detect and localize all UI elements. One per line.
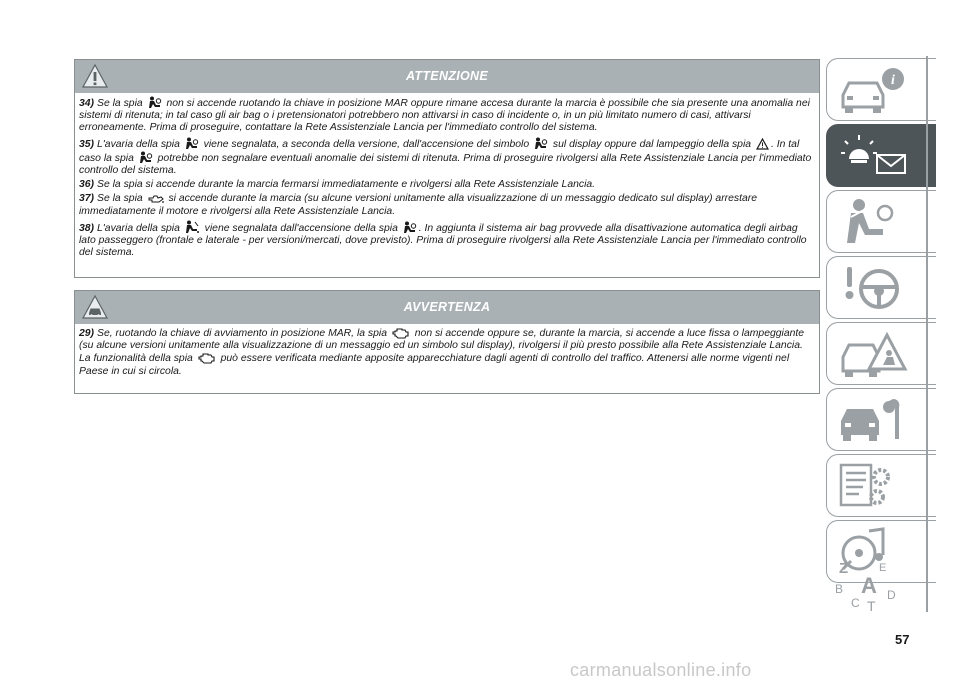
svg-text:T: T (867, 598, 876, 611)
seat-safety-icon (833, 195, 929, 249)
tab-technical-data[interactable] (826, 454, 936, 517)
watermark: carmanualsonline.info (570, 660, 752, 680)
technical-data-icon (833, 459, 929, 513)
note-35: 35) L'avaria della spia viene segnalata, a seconda della versione, dall'accensione del simbolo sul display oppure dal lampeggio della spia . In tal caso la spia potrebbe non segnalare eventuali anomalie dei sistemi di ritenuta. Prima di proseguire rivolgersi alla Rete Assistenziale Lancia per l'immediato controllo del sistema. (79, 138, 812, 177)
svg-text:C: C (851, 596, 860, 610)
page-number: 57 (895, 632, 910, 647)
caution-title: AVVERTENZA (403, 300, 491, 314)
svg-text:i: i (891, 73, 895, 88)
svg-text:Z: Z (839, 560, 849, 577)
note-29: 29) Se, ruotando la chiave di avviamento in posizione MAR, la spia non si accende oppure se, durante la marcia, si accende a luce fissa o lampeggiante (su alcune versioni unitamente alla visualizzazione di un messaggio ed un simbolo sul display), rivolgersi il più presto possibile alla Rete Assistenziale Lancia. La funzionalità della spia può essere verificata mediante apposite apparecchiature dagli agenti di controllo del traffico. Attenersi alle norme vigenti nel Paese in cui si circola. (79, 328, 805, 377)
maintenance-icon (833, 393, 929, 447)
note-38: 38) L'avaria della spia viene segnalata dall'accensione della spia . In aggiunta il sistema air bag provvede alla disattivazione automatica degli airbag lato passeggero (frontale e laterale - per versioni/mercati, dove previsto). Prima di proseguire rivolgersi alla Rete Assistenziale Lancia per l'immediato controllo del sistema. (79, 220, 815, 260)
roadside-emergency-icon (833, 327, 929, 381)
steering-wheel-icon (833, 261, 929, 315)
engine-check-icon (392, 327, 410, 339)
tab-safety[interactable] (826, 190, 936, 253)
tab-car-info[interactable] (826, 58, 936, 121)
airbag-warning-icon (148, 96, 162, 109)
warning-lights-icon (833, 129, 929, 183)
airbag-warning-icon (185, 137, 199, 150)
index-icon (833, 557, 929, 611)
tab-emergency[interactable] (826, 322, 936, 385)
airbag-warning-icon (403, 221, 417, 234)
airbag-warning-icon (139, 151, 153, 164)
note-36: 36) Se la spia si accende durante la marcia fermarsi immediatamente e rivolgersi alla Rete Assistenziale Lancia. (79, 179, 596, 191)
tab-strip-border (926, 56, 928, 612)
warning-box (74, 59, 820, 278)
oil-pressure-icon (148, 194, 164, 204)
caution-box (74, 290, 820, 394)
svg-text:D: D (887, 588, 896, 602)
tab-maintenance[interactable] (826, 388, 936, 451)
tab-index[interactable] (826, 552, 936, 610)
svg-text:E: E (879, 562, 887, 574)
svg-text:A: A (861, 573, 877, 598)
airbag-warning-icon (534, 137, 548, 150)
engine-check-icon (198, 352, 216, 364)
note-37: 37) Se la spia si accende durante la marcia (su alcune versioni unitamente alla visualizzazione di un messaggio dedicato sul display) arrestare immediatamente il motore e rivolgersi alla Rete Assistenziale Lancia. (79, 193, 757, 217)
general-warning-icon (756, 138, 769, 150)
caution-header (75, 291, 819, 324)
car-info-icon (833, 63, 929, 117)
note-34: 34) Se la spia non si accende ruotando la chiave in posizione MAR oppure rimane accesa durante la marcia è possibile che sia presente una anomalia nei sistemi di ritenuta; in tal caso gli air bag o i pretensionatori potrebbero non attivarsi in caso di incidente o, in un più limitato numero di casi, attivarsi erroneamente. Prima di proseguire, contattare la Rete Assistenziale Lancia per l'immediato controllo del sistema. (79, 98, 810, 134)
warning-header (75, 60, 819, 93)
tab-warning-lights[interactable] (826, 124, 936, 187)
svg-text:B: B (835, 582, 844, 596)
tab-starting-driving[interactable] (826, 256, 936, 319)
warning-title: ATTENZIONE (406, 69, 488, 83)
side-airbag-icon (185, 220, 200, 234)
